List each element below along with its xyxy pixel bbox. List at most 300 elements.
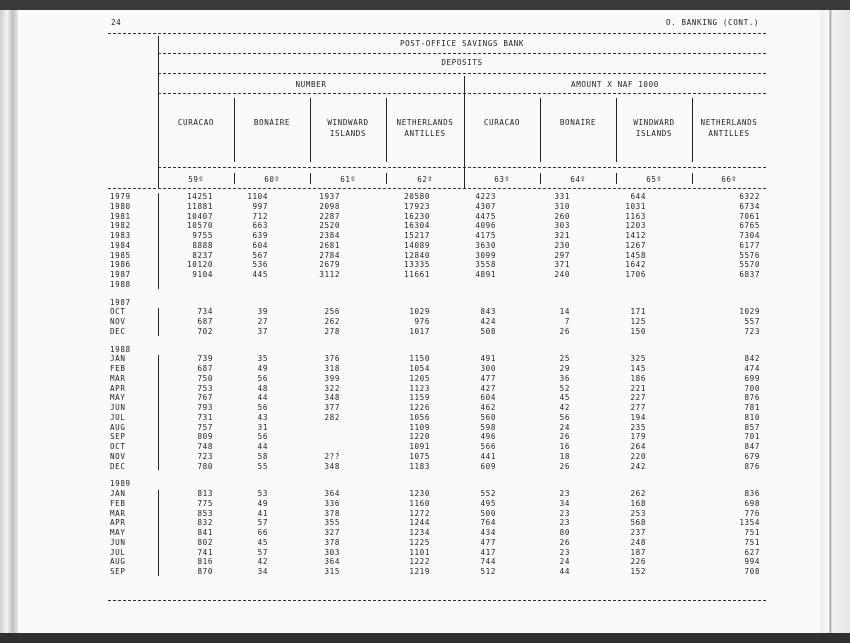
scan-bottom-border — [0, 633, 850, 643]
table-cell: 39 — [257, 307, 268, 317]
table-cell: 1706 — [625, 270, 646, 279]
table-cell: 2384 — [319, 231, 340, 240]
table-cell: 9755 — [192, 231, 213, 240]
table-cell: 26 — [559, 537, 570, 547]
table-cell: 1267 — [625, 240, 646, 250]
table-cell: 1226 — [409, 403, 430, 412]
row-label: MAR — [110, 373, 126, 383]
row-label: MAY — [110, 393, 126, 403]
table-cell: 56 — [257, 403, 268, 412]
table-cell: 687 — [197, 317, 213, 326]
table-cell: 2098 — [319, 201, 340, 211]
table-cell: 639 — [252, 231, 268, 240]
table-cell: 24 — [559, 557, 570, 567]
table-cell: 9104 — [192, 270, 213, 279]
table-cell: 441 — [480, 451, 496, 461]
table-cell: 2287 — [319, 211, 340, 221]
rule — [158, 93, 766, 94]
row-label: JUL — [110, 547, 126, 557]
column-header-label: CURACAO — [177, 118, 215, 127]
row-label-divider — [158, 355, 159, 470]
table-cell: 327 — [324, 528, 340, 537]
rule — [158, 167, 766, 168]
table-cell: 364 — [324, 557, 340, 567]
column-header-label: ISLANDS — [329, 129, 367, 138]
table-cell: 31 — [257, 422, 268, 432]
table-cell: 477 — [480, 537, 496, 547]
table-cell: 536 — [252, 260, 268, 270]
column-code: 62º — [417, 175, 433, 184]
table-cell: 29 — [559, 364, 570, 373]
table-cell: 34 — [257, 567, 268, 576]
table-cell: 427 — [480, 383, 496, 393]
table-cell: 145 — [630, 364, 646, 373]
table-cell: 15217 — [404, 231, 430, 240]
table-cell: 836 — [744, 489, 760, 498]
table-cell: 816 — [197, 557, 213, 567]
table-cell: 26 — [559, 432, 570, 442]
table-cell: 13335 — [404, 260, 430, 270]
table-cell: 3112 — [319, 270, 340, 279]
table-cell: 744 — [480, 557, 496, 567]
column-header-label: ISLANDS — [635, 129, 673, 138]
column-header-label: BONAIRE — [253, 118, 291, 127]
column-code: 60º — [264, 175, 280, 184]
table-cell: 20580 — [404, 192, 430, 201]
row-label: OCT — [110, 307, 126, 317]
table-cell: 1272 — [409, 508, 430, 518]
table-cell: 235 — [630, 422, 646, 432]
table-cell: 976 — [414, 317, 430, 326]
table-cell: 42 — [257, 557, 268, 567]
table-cell: 604 — [480, 393, 496, 403]
document-page — [18, 10, 820, 633]
table-cell: 310 — [554, 201, 570, 211]
table-cell: 552 — [480, 489, 496, 498]
table-cell: 194 — [630, 412, 646, 422]
table-cell: 775 — [197, 498, 213, 508]
row-label: MAY — [110, 528, 126, 537]
table-cell: 227 — [630, 393, 646, 403]
table-cell: 751 — [744, 537, 760, 547]
table-cell: 1203 — [625, 221, 646, 231]
row-label: 1981 — [110, 211, 131, 221]
table-cell: 417 — [480, 547, 496, 557]
table-cell: 567 — [252, 250, 268, 260]
table-cell: 1031 — [625, 201, 646, 211]
table-cell: 321 — [554, 231, 570, 240]
table-cell: 627 — [744, 547, 760, 557]
block-year-heading: 1989 — [110, 479, 131, 489]
table-cell: 841 — [197, 528, 213, 537]
table-cell: 186 — [630, 373, 646, 383]
table-cell: 1222 — [409, 557, 430, 567]
row-label: APR — [110, 383, 126, 393]
table-cell: 2520 — [319, 221, 340, 231]
column-header-label: ANTILLES — [708, 129, 750, 138]
table-cell: 734 — [197, 307, 213, 317]
rule-header-bottom — [108, 188, 766, 189]
table-cell: 496 — [480, 432, 496, 442]
table-cell: 495 — [480, 498, 496, 508]
row-label: APR — [110, 518, 126, 528]
table-cell: 27 — [257, 317, 268, 326]
table-cell: 702 — [197, 326, 213, 336]
table-cell: 399 — [324, 373, 340, 383]
table-cell: 17923 — [404, 201, 430, 211]
page-edge — [820, 10, 850, 633]
table-cell: 331 — [554, 192, 570, 201]
table-cell: 842 — [744, 354, 760, 364]
table-cell: 4475 — [475, 211, 496, 221]
section-title: O. BANKING (CONT.) — [666, 18, 760, 27]
table-cell: 767 — [197, 393, 213, 403]
table-cell: 23 — [559, 518, 570, 528]
table-cell: 1354 — [739, 518, 760, 528]
table-cell: 264 — [630, 442, 646, 451]
table-cell: 462 — [480, 403, 496, 412]
table-cell: 701 — [744, 432, 760, 442]
table-cell: 56 — [257, 373, 268, 383]
table-cell: 150 — [630, 326, 646, 336]
table-cell: 708 — [744, 567, 760, 576]
table-cell: 1123 — [409, 383, 430, 393]
table-cell: 723 — [744, 326, 760, 336]
row-label: 1980 — [110, 201, 131, 211]
table-cell: 45 — [559, 393, 570, 403]
row-label: SEP — [110, 432, 126, 442]
table-cell: 776 — [744, 508, 760, 518]
table-cell: 348 — [324, 461, 340, 471]
row-label: 1988 — [110, 279, 131, 289]
table-title: POST-OFFICE SAVINGS BANK — [399, 39, 525, 48]
table-cell: 679 — [744, 451, 760, 461]
table-cell: 1225 — [409, 537, 430, 547]
table-cell: 25 — [559, 354, 570, 364]
row-label: 1982 — [110, 221, 131, 231]
table-cell: 712 — [252, 211, 268, 221]
table-cell: 57 — [257, 518, 268, 528]
table-cell: 780 — [197, 461, 213, 471]
column-header-label: BONAIRE — [559, 118, 597, 127]
table-cell: 723 — [197, 451, 213, 461]
table-cell: 125 — [630, 317, 646, 326]
table-cell: 230 — [554, 240, 570, 250]
table-cell: 6177 — [739, 240, 760, 250]
table-cell: 1642 — [625, 260, 646, 270]
table-cell: 445 — [252, 270, 268, 279]
table-cell: 18 — [559, 451, 570, 461]
table-cell: 1109 — [409, 422, 430, 432]
table-cell: 1101 — [409, 547, 430, 557]
table-cell: 1160 — [409, 498, 430, 508]
table-cell: 3099 — [475, 250, 496, 260]
table-cell: 751 — [744, 528, 760, 537]
table-cell: 35 — [257, 354, 268, 364]
table-cell: 832 — [197, 518, 213, 528]
table-cell: 36 — [559, 373, 570, 383]
rule-bottom — [108, 600, 766, 601]
table-cell: 377 — [324, 403, 340, 412]
table-cell: 262 — [324, 317, 340, 326]
column-header-label: WINDWARD — [633, 118, 675, 127]
row-label: 1983 — [110, 231, 131, 240]
table-cell: 3558 — [475, 260, 496, 270]
subgroup-divider — [464, 76, 465, 188]
table-cell: 23 — [559, 489, 570, 498]
table-cell: 37 — [257, 326, 268, 336]
table-cell: 34 — [559, 498, 570, 508]
column-code: 59º — [188, 175, 204, 184]
table-cell: 1056 — [409, 412, 430, 422]
table-cell: 1163 — [625, 211, 646, 221]
table-cell: 1075 — [409, 451, 430, 461]
table-cell: 52 — [559, 383, 570, 393]
table-cell: 318 — [324, 364, 340, 373]
table-cell: 303 — [324, 547, 340, 557]
table-cell: 4096 — [475, 221, 496, 231]
table-cell: 297 — [554, 250, 570, 260]
row-label: NOV — [110, 317, 126, 326]
table-cell: 7 — [564, 317, 570, 326]
table-cell: 322 — [324, 383, 340, 393]
table-cell: 876 — [744, 393, 760, 403]
table-cell: 802 — [197, 537, 213, 547]
table-cell: 16230 — [404, 211, 430, 221]
table-cell: 11661 — [404, 270, 430, 279]
table-cell: 4223 — [475, 192, 496, 201]
table-cell: 23 — [559, 547, 570, 557]
table-cell: 997 — [252, 201, 268, 211]
table-cell: 1219 — [409, 567, 430, 576]
table-cell: 57 — [257, 547, 268, 557]
table-cell: 10407 — [187, 211, 213, 221]
table-cell: 2681 — [319, 240, 340, 250]
column-code: 65º — [646, 175, 662, 184]
table-cell: 424 — [480, 317, 496, 326]
table-cell: 500 — [480, 508, 496, 518]
table-cell: 44 — [257, 442, 268, 451]
row-label: MAR — [110, 508, 126, 518]
column-code: 61º — [340, 175, 356, 184]
table-cell: 378 — [324, 537, 340, 547]
table-cell: 6837 — [739, 270, 760, 279]
table-cell: 793 — [197, 403, 213, 412]
table-cell: 12840 — [404, 250, 430, 260]
row-label: DEC — [110, 326, 126, 336]
table-cell: 49 — [257, 498, 268, 508]
table-cell: 282 — [324, 412, 340, 422]
table-cell: 1017 — [409, 326, 430, 336]
table-cell: 48 — [257, 383, 268, 393]
table-cell: 1230 — [409, 489, 430, 498]
table-cell: 49 — [257, 364, 268, 373]
table-cell: 2784 — [319, 250, 340, 260]
table-cell: 508 — [480, 326, 496, 336]
table-cell: 748 — [197, 442, 213, 451]
table-cell: 739 — [197, 354, 213, 364]
block-year-heading: 1987 — [110, 297, 131, 307]
table-cell: 58 — [257, 451, 268, 461]
subgroup-amount: AMOUNT X NAF 1000 — [571, 80, 659, 89]
table-cell: 1244 — [409, 518, 430, 528]
row-label-divider — [158, 308, 159, 335]
table-cell: 42 — [559, 403, 570, 412]
table-cell: 66 — [257, 528, 268, 537]
row-label: 1986 — [110, 260, 131, 270]
row-label-divider — [158, 193, 159, 289]
table-cell: 731 — [197, 412, 213, 422]
table-cell: 348 — [324, 393, 340, 403]
table-cell: 753 — [197, 383, 213, 393]
row-label: JUN — [110, 537, 126, 547]
table-cell: 55 — [257, 461, 268, 471]
table-cell: 1183 — [409, 461, 430, 471]
table-cell: 741 — [197, 547, 213, 557]
table-cell: 1159 — [409, 393, 430, 403]
table-cell: 5576 — [739, 250, 760, 260]
table-cell: 750 — [197, 373, 213, 383]
table-cell: 8888 — [192, 240, 213, 250]
row-label: FEB — [110, 498, 126, 508]
table-cell: 355 — [324, 518, 340, 528]
table-cell: 700 — [744, 383, 760, 393]
table-cell: 14089 — [404, 240, 430, 250]
table-cell: 26 — [559, 326, 570, 336]
table-cell: 325 — [630, 354, 646, 364]
table-cell: 23 — [559, 508, 570, 518]
column-code: 64º — [570, 175, 586, 184]
table-cell: 609 — [480, 461, 496, 471]
table-cell: 5570 — [739, 260, 760, 270]
table-cell: 44 — [257, 393, 268, 403]
column-header-label: CURACAO — [483, 118, 521, 127]
subgroup-number: NUMBER — [295, 80, 327, 89]
table-cell: 1029 — [409, 307, 430, 317]
table-cell: 853 — [197, 508, 213, 518]
table-cell: 43 — [257, 412, 268, 422]
row-label: DEC — [110, 461, 126, 471]
table-cell: 1458 — [625, 250, 646, 260]
row-label: NOV — [110, 451, 126, 461]
table-cell: 2?? — [324, 451, 340, 461]
table-cell: 278 — [324, 326, 340, 336]
table-cell: 300 — [480, 364, 496, 373]
table-cell: 757 — [197, 422, 213, 432]
table-cell: 226 — [630, 557, 646, 567]
table-cell: 843 — [480, 307, 496, 317]
table-cell: 260 — [554, 211, 570, 221]
table-cell: 7061 — [739, 211, 760, 221]
table-cell: 4175 — [475, 231, 496, 240]
table-cell: 566 — [480, 442, 496, 451]
row-label: 1985 — [110, 250, 131, 260]
table-cell: 1205 — [409, 373, 430, 383]
table-cell: 41 — [257, 508, 268, 518]
table-cell: 6734 — [739, 201, 760, 211]
table-cell: 303 — [554, 221, 570, 231]
table-cell: 14 — [559, 307, 570, 317]
table-cell: 179 — [630, 432, 646, 442]
row-label: JUN — [110, 403, 126, 412]
table-cell: 168 — [630, 498, 646, 508]
table-cell: 810 — [744, 412, 760, 422]
table-cell: 813 — [197, 489, 213, 498]
row-label: SEP — [110, 567, 126, 576]
column-code: 63º — [494, 175, 510, 184]
table-cell: 376 — [324, 354, 340, 364]
table-cell: 604 — [252, 240, 268, 250]
table-cell: 26 — [559, 461, 570, 471]
table-cell: 1150 — [409, 354, 430, 364]
table-cell: 171 — [630, 307, 646, 317]
page-number: 24 — [111, 18, 122, 27]
table-cell: 237 — [630, 528, 646, 537]
header-left-divider — [158, 36, 159, 188]
table-cell: 53 — [257, 489, 268, 498]
table-cell: 598 — [480, 422, 496, 432]
table-cell: 242 — [630, 461, 646, 471]
row-label: FEB — [110, 364, 126, 373]
row-label: 1984 — [110, 240, 131, 250]
table-cell: 371 — [554, 260, 570, 270]
table-cell: 315 — [324, 567, 340, 576]
table-cell: 378 — [324, 508, 340, 518]
table-cell: 1091 — [409, 442, 430, 451]
table-cell: 221 — [630, 383, 646, 393]
table-cell: 781 — [744, 403, 760, 412]
block-year-heading: 1988 — [110, 344, 131, 354]
table-cell: 568 — [630, 518, 646, 528]
column-code: 66º — [721, 175, 737, 184]
table-cell: 248 — [630, 537, 646, 547]
column-divider — [540, 98, 541, 162]
table-cell: 557 — [744, 317, 760, 326]
table-cell: 45 — [257, 537, 268, 547]
table-cell: 857 — [744, 422, 760, 432]
table-cell: 687 — [197, 364, 213, 373]
row-label: JAN — [110, 489, 126, 498]
table-cell: 699 — [744, 373, 760, 383]
table-cell: 10120 — [187, 260, 213, 270]
table-cell: 277 — [630, 403, 646, 412]
row-label: 1987 — [110, 270, 131, 279]
table-cell: 1234 — [409, 528, 430, 537]
table-cell: 6765 — [739, 221, 760, 231]
table-cell: 1937 — [319, 192, 340, 201]
table-cell: 870 — [197, 567, 213, 576]
table-cell: 474 — [744, 364, 760, 373]
rule — [158, 73, 766, 74]
table-cell: 56 — [559, 412, 570, 422]
table-cell: 253 — [630, 508, 646, 518]
row-label: 1979 — [110, 192, 131, 201]
table-cell: 1412 — [625, 231, 646, 240]
table-cell: 6322 — [739, 192, 760, 201]
table-cell: 10570 — [187, 221, 213, 231]
table-cell: 220 — [630, 451, 646, 461]
table-cell: 4891 — [475, 270, 496, 279]
table-cell: 1029 — [739, 307, 760, 317]
table-cell: 477 — [480, 373, 496, 383]
table-cell: 994 — [744, 557, 760, 567]
table-cell: 364 — [324, 489, 340, 498]
table-cell: 1104 — [247, 192, 268, 201]
scan-top-border — [0, 0, 850, 10]
table-cell: 16304 — [404, 221, 430, 231]
table-cell: 24 — [559, 422, 570, 432]
column-header-label: ANTILLES — [404, 129, 446, 138]
